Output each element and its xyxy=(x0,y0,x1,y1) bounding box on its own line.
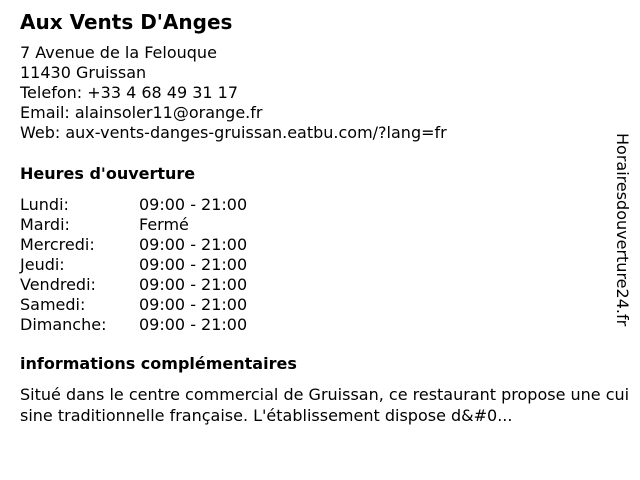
day-label: Mercredi: xyxy=(20,235,95,254)
day-label: Samedi: xyxy=(20,295,86,314)
time-value: 09:00 - 21:00 xyxy=(139,315,248,334)
contact-block xyxy=(20,43,447,143)
phone-text: Telefon: +33 4 68 49 31 17 xyxy=(20,83,239,102)
day-label: Mardi: xyxy=(20,215,70,234)
additional-info-text: Situé dans le centre commercial de Gruissan, ce restaurant propose une cuisine traditionnelle française. L'établissement dispose d&#0... xyxy=(20,385,630,425)
business-name: Aux Vents D'Anges xyxy=(20,10,233,34)
day-label: Jeudi: xyxy=(20,255,65,274)
day-label: Dimanche: xyxy=(20,315,107,334)
website-text: Web: aux-vents-danges-gruissan.eatbu.com/?lang=fr xyxy=(20,123,447,142)
address-line-1: 7 Avenue de la Felouque xyxy=(20,43,217,62)
time-value: 09:00 - 21:00 xyxy=(139,275,248,294)
time-value: 09:00 - 21:00 xyxy=(139,255,248,274)
time-value: 09:00 - 21:00 xyxy=(139,295,248,314)
additional-info-heading: informations complémentaires xyxy=(20,354,297,373)
site-watermark: Horairesdouverture24.fr xyxy=(613,133,632,327)
time-value: 09:00 - 21:00 xyxy=(139,195,248,214)
day-label: Vendredi: xyxy=(20,275,96,294)
day-label: Lundi: xyxy=(20,195,69,214)
address-line-2: 11430 Gruissan xyxy=(20,63,147,82)
opening-hours-heading: Heures d'ouverture xyxy=(20,164,196,183)
time-value: Fermé xyxy=(139,215,189,234)
time-value: 09:00 - 21:00 xyxy=(139,235,248,254)
email-text: Email: alainsoler11@orange.fr xyxy=(20,103,263,122)
